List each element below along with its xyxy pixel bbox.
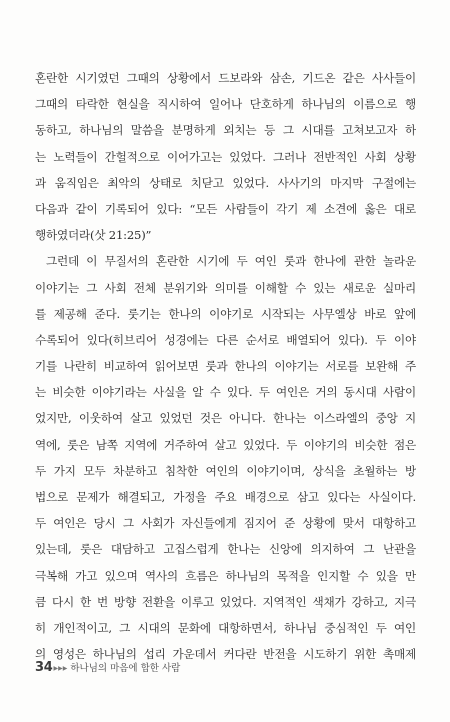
text-line: 는 비슷한 이야기라는 사실을 알 수 있다. 두 여인은 거의 동시대 사람이 xyxy=(35,385,416,400)
text-line: 극복해 가고 있으며 역사의 흐름은 하나님의 목적을 인지할 수 있을 만 xyxy=(35,568,416,583)
text-line: 두 가지 모두 차분하고 침착한 여인의 이야기이며, 상식을 초월하는 방 xyxy=(35,463,416,478)
text-line: 혼란한 시기였던 그때의 상황에서 드보라와 삼손, 기드온 같은 사사들이 xyxy=(35,71,416,85)
text-line: 수록되어 있다(히브리어 성경에는 다른 순서로 배열되어 있다). 두 이야 xyxy=(35,332,416,347)
text-line: 는 노력들이 간헐적으로 이어가고는 있었다. 그러나 전반적인 사회 상황 xyxy=(35,149,416,164)
text-line: 두 여인은 당시 그 사회가 자신들에게 짐지어 준 상황에 맞서 대항하고 xyxy=(35,516,416,531)
running-title: 하나님의 마음에 합한 사람 xyxy=(70,663,181,674)
text-line: 행하였더라(삿 21:25)” xyxy=(35,228,152,243)
text-line: 큼 다시 한 번 방향 전환을 이루고 있었다. 지역적인 색채가 강하고, 지극 xyxy=(35,594,416,609)
text-line: 이야기는 그 사회 전체 분위기와 의미를 이해할 수 있는 새로운 실마리 xyxy=(35,280,416,295)
text-line: 있는데, 룻은 대담하고 고집스럽게 한나는 신앙에 의지하여 그 난관을 xyxy=(35,542,416,557)
text-line: 역에, 룻은 남쪽 지역에 거주하여 살고 있었다. 두 이야기의 비슷한 점은 xyxy=(35,437,416,452)
text-line: 동하고, 하나님의 말씀을 분명하게 외치는 등 그 시대를 고쳐보고자 하 xyxy=(35,123,416,138)
text-line: 히 개인적이고, 그 시대의 문화에 대항하면서, 하나님 중심적인 두 여인 xyxy=(35,620,416,635)
body-text xyxy=(35,65,416,667)
text-line: 기를 나란히 비교하여 읽어보면 룻과 한나의 이야기는 서로를 보완해 주 xyxy=(35,359,416,374)
page-number: 34 xyxy=(35,660,53,675)
text-line: 다음과 같이 기록되어 있다: “모든 사람들이 각기 제 소견에 옳은 대로 xyxy=(35,201,416,216)
text-line: 의 영성은 하나님의 섭리 가운데서 커다란 반전을 시도하기 위한 촉매제 xyxy=(35,647,416,662)
text-line: 과 움직임은 최악의 상태로 치닫고 있었다. 사사기의 마지막 구절에는 xyxy=(35,175,416,190)
arrow-mark-icon: ▶▶▶ xyxy=(53,665,68,672)
text-line: 그때의 타락한 현실을 직시하여 일어나 단호하게 하나님의 이름으로 행 xyxy=(35,97,416,112)
text-line: 법으로 문제가 해결되고, 가정을 주요 배경으로 삼고 있다는 사실이다. xyxy=(35,490,416,504)
text-line: 었지만, 이웃하여 살고 있었던 것은 아니다. 한나는 이스라엘의 중앙 지 xyxy=(35,411,416,426)
text-line: 를 제공해 준다. 룻기는 한나의 이야기로 시작되는 사무엘상 바로 앞에 xyxy=(35,306,416,321)
page-footer xyxy=(35,660,180,675)
text-line: 그런데 이 무질서의 혼란한 시기에 두 여인 룻과 한나에 관한 놀라운 xyxy=(46,254,416,269)
